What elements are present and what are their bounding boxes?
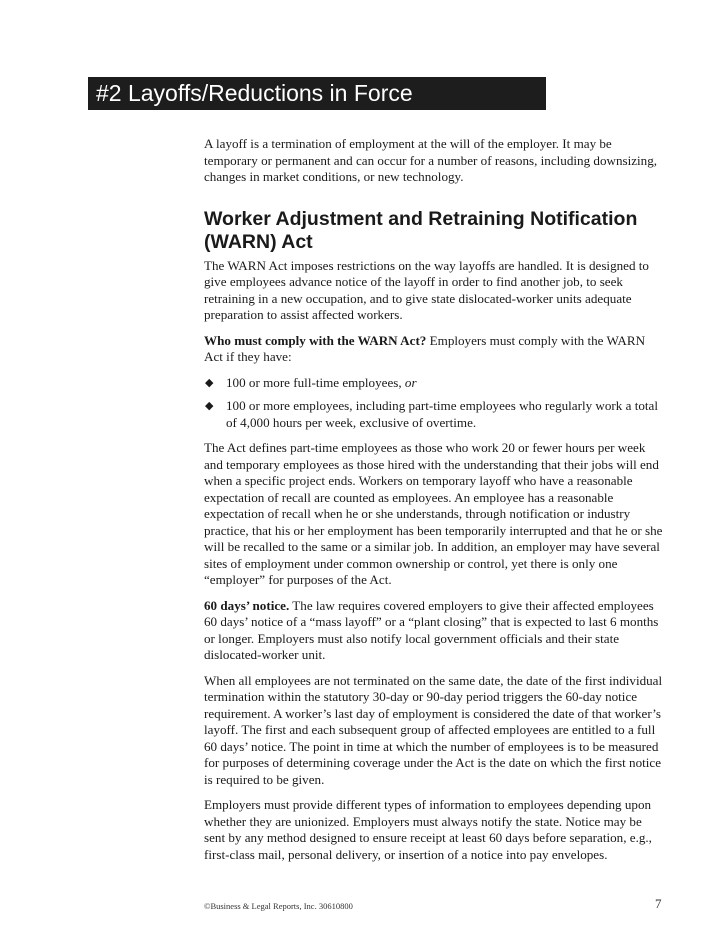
notice-method-paragraph: Employers must provide different types of information to employees depending upon whether they are unionized. Employers must always notify the state. Notice may be sent by any method designed to ensure receipt at least 60 days before separation, e.g., first-class mail, personal delivery, or insertion of a notice into pay envelopes. — [204, 797, 652, 862]
warn-act-heading: Worker Adjustment and Retraining Notification (WARN) Act — [204, 207, 638, 253]
warn-overview-paragraph: The WARN Act imposes restrictions on the way layoffs are handled. It is designed to give employees advance notice of the layoff in order to find another job, to seek retraining in a new occupation, and to give state dislocated-worker units adequate preparation to assist affected workers. — [204, 257, 649, 322]
sixty-days-notice-lead: 60 days’ notice. — [204, 597, 290, 613]
bullet-text: 100 or more employees, including part-time employees who regularly work a total of 4,000 hours per week, exclusive of overtime. — [226, 398, 658, 430]
who-must-comply-lead: Who must comply with the WARN Act? — [204, 332, 427, 348]
part-time-definition-paragraph: The Act defines part-time employees as those who work 20 or fewer hours per week and temporary employees as those hired with the understanding that their jobs will end when a specific project ends. Workers on temporary layoff who have a reasonable expectation of recall are counted as employees. An employee has a reasonable expectation of recall when he or she understands, through notification or industry practice, that his or her employment has been temporarily interrupted and that he or she will be recalled to the same or a similar job. In addition, an employer may have several sites of employment under common ownership or control, yet there is only one “employer” for purposes of the Act. — [204, 440, 663, 587]
who-must-comply-paragraph — [204, 333, 666, 366]
page-body — [204, 136, 666, 872]
who-must-comply-text: Employers must comply with the WARN Act if they have: — [204, 332, 646, 364]
termination-date-paragraph: When all employees are not terminated on the same date, the date of the first individual termination within the statutory 30-day or 90-day period triggers the 60-day notice requirement. A worker’s last day of employment is considered the date of that worker’s layoff. The first and each subsequent group of affected employees are entitled to a full 60 days’ notice. The point in time at which the number of employees is to be measured for purposes of determining coverage under the Act is the date on which the first notice is required to be given. — [204, 672, 663, 787]
sixty-days-notice-text: The law requires covered employers to give their affected employees 60 days’ notice of a “mass layoff” or a “plant closing” that is expected to last 6 months or longer. Employers must also notify local government officials and their state dislocated-worker unit. — [204, 597, 659, 662]
coverage-criteria-list — [204, 375, 666, 432]
sixty-days-notice-paragraph — [204, 598, 666, 664]
bullet-emphasis: or — [404, 374, 417, 390]
page-number: 7 — [655, 896, 662, 911]
list-item — [204, 375, 666, 392]
diamond-bullet-icon: ◆ — [205, 375, 214, 389]
intro-paragraph: A layoff is a termination of employment at the will of the employer. It may be temporary or permanent and can occur for a number of reasons, including downsizing, changes in market conditions, or new technology. — [204, 136, 658, 184]
bullet-text: 100 or more full-time employees, — [226, 374, 405, 390]
footer-copyright: ©Business & Legal Reports, Inc. 30610800 — [204, 901, 353, 911]
list-item — [204, 398, 666, 431]
diamond-bullet-icon: ◆ — [205, 399, 214, 412]
section-banner: #2 Layoffs/Reductions in Force — [88, 77, 546, 110]
